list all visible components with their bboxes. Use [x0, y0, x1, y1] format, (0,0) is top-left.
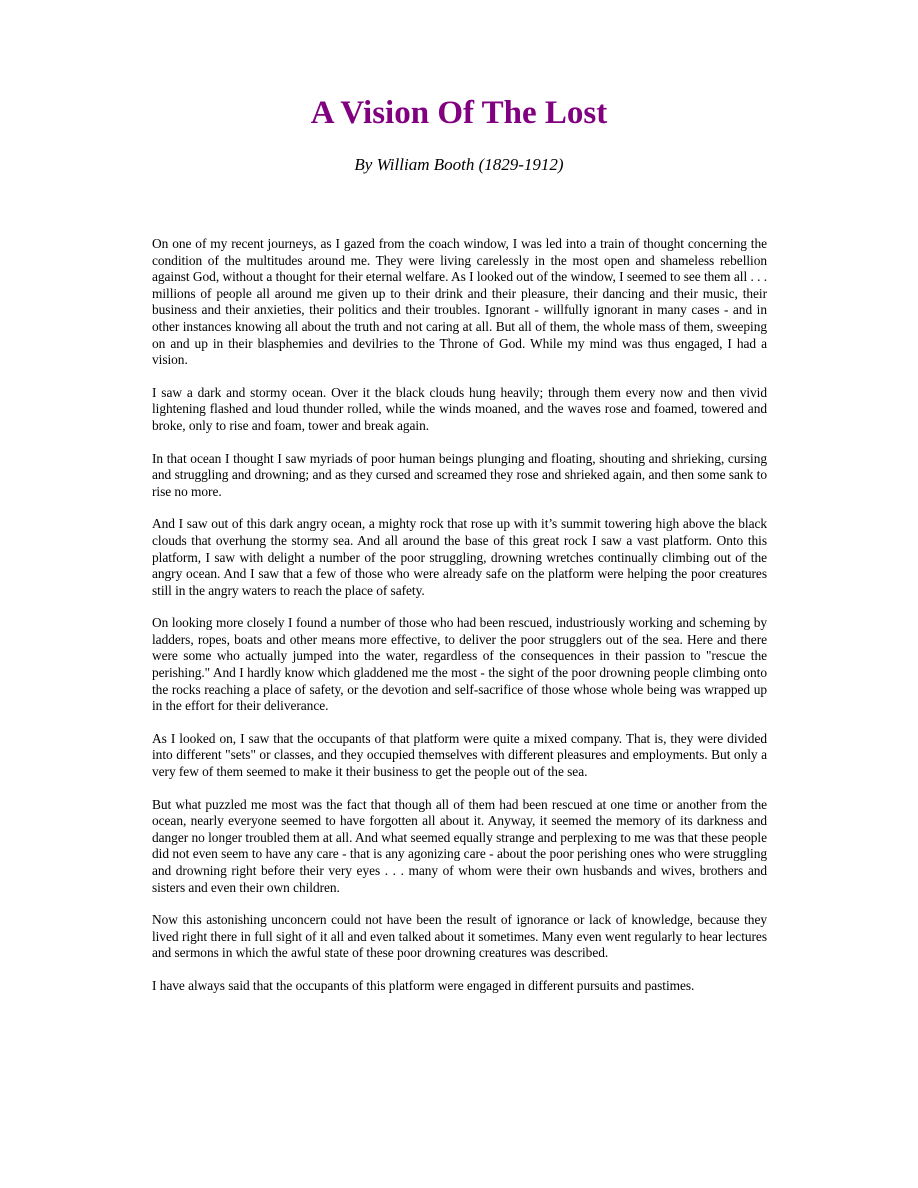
paragraph: On looking more closely I found a number of those who had been rescued, industriously working and scheming by ladders, ropes, boats and other means more effective, to deliver the poor strugglers out of the sea. Here and there were some who actually jumped into the water, regardless of the consequences in their passion to "rescue the perishing." And I hardly know which gladdened me the most - the sight of the poor drowning people climbing onto the rocks reaching a place of safety, or the devotion and self-sacrifice of those whose whole being was wrapped up in the effort for their deliverance. [152, 615, 767, 714]
author-byline: By William Booth (1829-1912) [354, 155, 564, 174]
paragraph: As I looked on, I saw that the occupants of that platform were quite a mixed company. That is, they were divided into different "sets" or classes, and they occupied themselves with different pleasures and employments. But only a very few of them seemed to make it their business to get the people out of the sea. [152, 730, 767, 780]
paragraph: On one of my recent journeys, as I gazed from the coach window, I was led into a train of thought concerning the condition of the multitudes around me. They were living carelessly in the most open and shameless rebellion against God, without a thought for their eternal welfare. As I looked out of the window, I seemed to see them all . . . millions of people all around me given up to their drink and their pleasure, their dancing and their music, their business and their anxieties, their politics and their troubles. Ignorant - willfully ignorant in many cases - and in other instances knowing all about the truth and not caring at all. But all of them, the whole mass of them, sweeping on and up in their blasphemies and devilries to the Throne of God. While my mind was thus engaged, I had a vision. [152, 236, 767, 368]
paragraph: I have always said that the occupants of this platform were engaged in different pursuits and pastimes. [152, 977, 695, 993]
paragraph: But what puzzled me most was the fact that though all of them had been rescued at one time or another from the ocean, nearly everyone seemed to have forgotten all about it. Anyway, it seemed the memory of its darkness and danger no longer troubled them at all. And what seemed equally strange and perplexing to me was that these people did not even seem to have any care - that is any agonizing care - about the poor perishing ones who were struggling and drowning right before their very eyes . . . many of whom were their own husbands and wives, brothers and sisters and even their own children. [152, 796, 767, 895]
page-title: A Vision Of The Lost [310, 95, 608, 131]
paragraph: Now this astonishing unconcern could not have been the result of ignorance or lack of knowledge, because they lived right there in full sight of it all and even talked about it sometimes. Many even went regularly to hear lectures and sermons in which the awful state of these poor drowning creatures was described. [152, 912, 767, 961]
article-body [152, 236, 767, 1011]
paragraph: And I saw out of this dark angry ocean, a mighty rock that rose up with it’s summit towering high above the black clouds that overhung the stormy sea. And all around the base of this great rock I saw a vast platform. Onto this platform, I saw with delight a number of the poor struggling, drowning wretches continually climbing out of the angry ocean. And I saw that a few of those who were already safe on the platform were helping the poor creatures still in the angry waters to reach the place of safety. [152, 516, 767, 598]
paragraph: I saw a dark and stormy ocean. Over it the black clouds hung heavily; through them every now and then vivid lightening flashed and loud thunder rolled, while the winds moaned, and the waves rose and foamed, towered and broke, only to rise and foam, tower and break again. [152, 384, 767, 433]
paragraph: In that ocean I thought I saw myriads of poor human beings plunging and floating, shouting and shrieking, cursing and struggling and drowning; and as they cursed and screamed they rose and shrieked again, and then some sank to rise no more. [152, 450, 767, 499]
